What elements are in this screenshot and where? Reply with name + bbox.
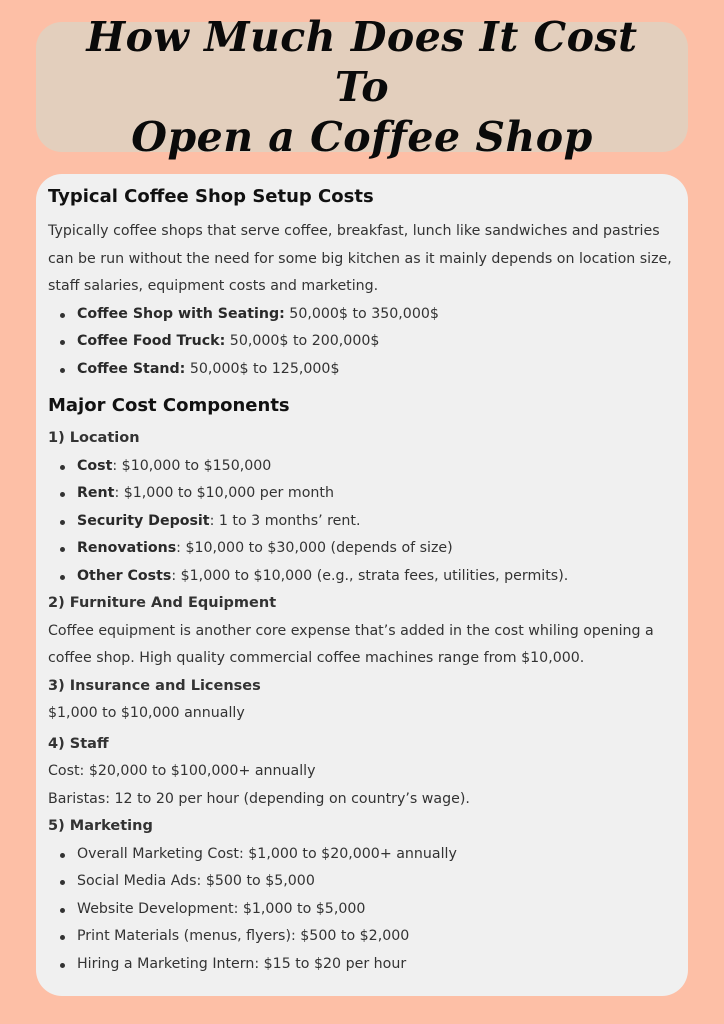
item-label: Other Costs xyxy=(77,567,172,584)
list-item xyxy=(60,535,674,563)
setup-heading: Typical Coffee Shop Setup Costs xyxy=(48,186,374,207)
marketing-list xyxy=(48,841,674,979)
furniture-text: Coffee equipment is another core expense that’s added in the cost whiling opening a coffee shop. High quality commercial coffee machines range from $10,000. xyxy=(48,622,654,666)
list-item xyxy=(60,508,674,536)
insurance-heading: 3) Insurance and Licenses xyxy=(48,677,261,694)
insurance-text: $1,000 to $10,000 annually xyxy=(48,705,245,721)
location-heading: 1) Location xyxy=(48,430,140,446)
item-value: : $10,000 to $30,000 (depends of size) xyxy=(176,540,453,556)
components-heading: Major Cost Components xyxy=(48,395,290,416)
page-title xyxy=(36,12,688,162)
item-value: : $1,000 to $10,000 per month xyxy=(114,485,334,501)
title-line-2: Open a Coffee Shop xyxy=(131,113,593,161)
list-item: Social Media Ads: $500 to $5,000 xyxy=(60,868,674,896)
list-item xyxy=(60,480,674,508)
item-label: Cost xyxy=(77,457,113,474)
list-item xyxy=(60,356,674,384)
setup-list xyxy=(48,301,674,384)
location-list xyxy=(48,453,674,591)
setup-intro: Typically coffee shops that serve coffee, breakfast, lunch like sandwiches and pastries can be run without the need for some big kitchen as it mainly depends on location size, staff salaries, equipment costs and marketing. xyxy=(48,223,672,294)
marketing-heading: 5) Marketing xyxy=(48,818,153,834)
list-item xyxy=(60,563,674,591)
item-value: 50,000$ to 350,000$ xyxy=(284,305,439,322)
title-banner xyxy=(36,13,688,161)
staff-cost: Cost: $20,000 to $100,000+ annually xyxy=(48,763,316,779)
item-label: Coffee Food Truck: xyxy=(77,333,226,349)
list-item: Print Materials (menus, flyers): $500 to $2,000 xyxy=(60,923,674,951)
item-label: Coffee Stand: xyxy=(77,360,186,377)
list-item: Website Development: $1,000 to $5,000 xyxy=(60,896,674,924)
title-line-1: How Much Does It Cost To xyxy=(86,13,638,111)
item-value: 50,000$ to 125,000$ xyxy=(185,360,340,377)
list-item: Overall Marketing Cost: $1,000 to $20,000+ annually xyxy=(60,841,674,869)
content-card xyxy=(36,174,688,996)
list-item xyxy=(60,301,674,329)
staff-heading: 4) Staff xyxy=(48,735,109,752)
item-value: 50,000$ to 200,000$ xyxy=(225,333,380,349)
item-value: : $10,000 to $150,000 xyxy=(112,457,272,474)
item-value: : 1 to 3 months’ rent. xyxy=(209,512,361,529)
item-value: : $1,000 to $10,000 (e.g., strata fees, utilities, permits). xyxy=(171,567,569,584)
list-item: Hiring a Marketing Intern: $15 to $20 per hour xyxy=(60,951,674,979)
list-item xyxy=(60,453,674,481)
furniture-heading: 2) Furniture And Equipment xyxy=(48,595,277,611)
staff-baristas: Baristas: 12 to 20 per hour (depending on country’s wage). xyxy=(48,790,470,807)
item-label: Coffee Shop with Seating: xyxy=(77,305,285,322)
list-item xyxy=(60,328,674,356)
item-label: Security Deposit xyxy=(77,512,210,529)
item-label: Renovations xyxy=(77,540,177,556)
item-label: Rent xyxy=(77,485,115,501)
